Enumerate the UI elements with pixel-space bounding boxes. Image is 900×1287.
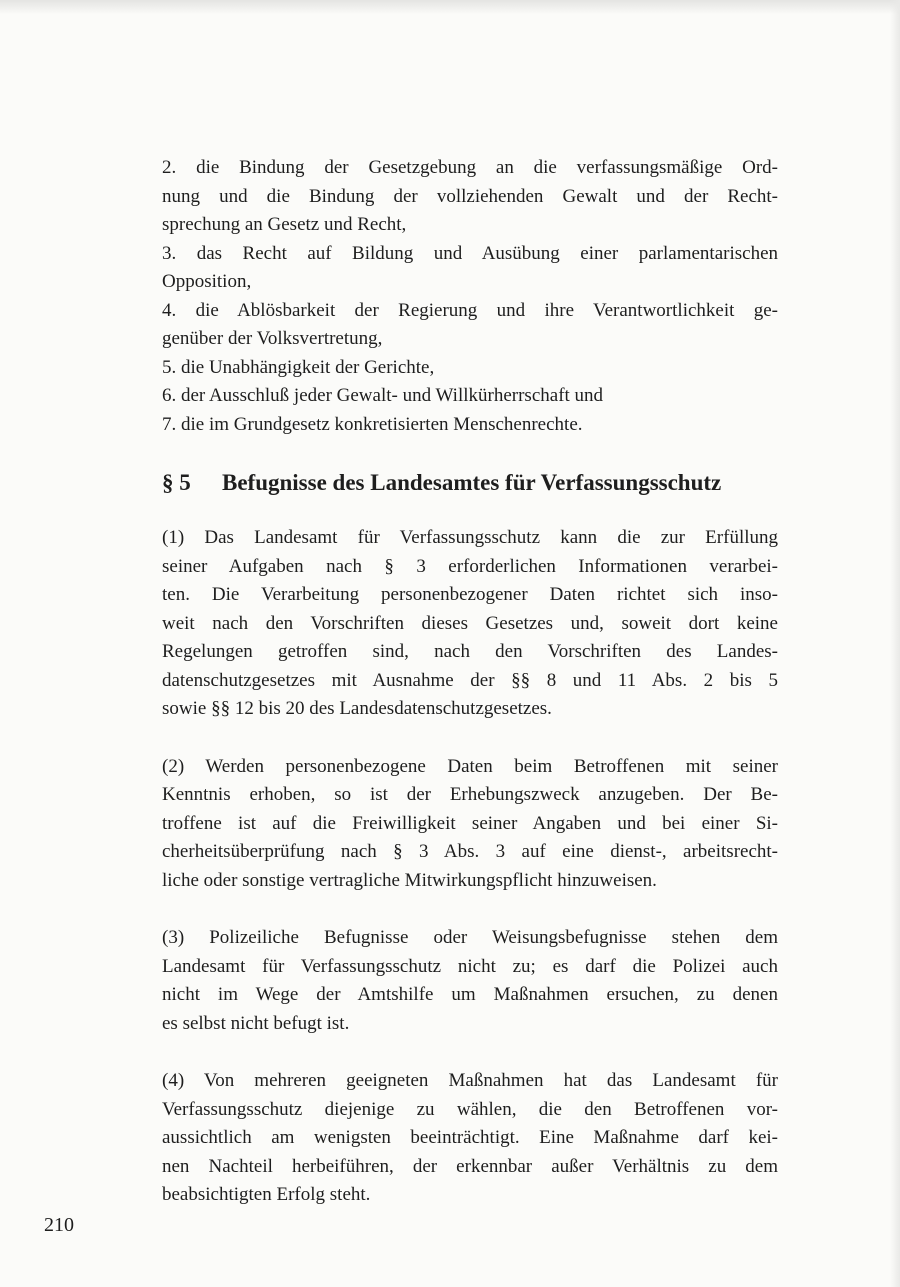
- text-line: sowie §§ 12 bis 20 des Landesdatenschutzgesetzes.: [162, 698, 552, 719]
- text-line: nung und die Bindung der vollziehenden Gewalt und der Recht-: [162, 185, 778, 207]
- text-line: Opposition,: [162, 271, 252, 292]
- scan-shadow-top: [0, 0, 900, 14]
- text-line: beabsichtigten Erfolg steht.: [162, 1184, 371, 1205]
- list-item: [162, 297, 778, 354]
- text-line: 5. die Unabhängigkeit der Gerichte,: [162, 356, 435, 378]
- text-line: (1) Das Landesamt für Verfassungsschutz kann die zur Erfüllung: [162, 527, 778, 548]
- list-item: [162, 240, 778, 297]
- list-item: [162, 354, 778, 383]
- text-line: liche oder sonstige vertragliche Mitwirkungspflicht hinzuweisen.: [162, 869, 657, 891]
- text-line: Landesamt für Verfassungsschutz nicht zu; es darf die Polizei auch: [162, 955, 778, 977]
- text-line: Verfassungsschutz diejenige zu wählen, die den Betroffenen vor-: [162, 1098, 778, 1120]
- text-line: 4. die Ablösbarkeit der Regierung und ihre Verantwortlichkeit ge-: [162, 299, 778, 321]
- text-line: nen Nachteil herbeiführen, der erkennbar außer Verhältnis zu dem: [162, 1155, 778, 1177]
- list-item: [162, 411, 778, 440]
- list-item: [162, 154, 778, 240]
- paragraph-3: [162, 924, 778, 1038]
- text-line: 2. die Bindung der Gesetzgebung an die verfassungsmäßige Ord-: [162, 157, 778, 178]
- text-line: datenschutzgesetzes mit Ausnahme der §§ 8 und 11 Abs. 2 bis 5: [162, 669, 778, 691]
- text-line: (2) Werden personenbezogene Daten beim Betroffenen mit seiner: [162, 755, 778, 777]
- text-line: genüber der Volksvertretung,: [162, 328, 383, 349]
- text-line: nicht im Wege der Amtshilfe um Maßnahmen ersuchen, zu denen: [162, 984, 778, 1005]
- paragraph-1: [162, 524, 778, 724]
- section-heading: [162, 468, 778, 498]
- text-line: weit nach den Vorschriften dieses Gesetzes und, soweit dort keine: [162, 612, 778, 634]
- text-line: sprechung an Gesetz und Recht,: [162, 214, 407, 235]
- text-line: ten. Die Verarbeitung personenbezogener Daten richtet sich inso-: [162, 584, 778, 605]
- text-line: Regelungen getroffen sind, nach den Vorschriften des Landes-: [162, 641, 778, 662]
- page-content: [162, 154, 778, 1239]
- text-line: es selbst nicht befugt ist.: [162, 1012, 350, 1034]
- text-line: cherheitsüberprüfung nach § 3 Abs. 3 auf eine dienst-, arbeitsrecht-: [162, 841, 778, 862]
- section-symbol: § 5: [162, 470, 191, 495]
- page-number: 210: [44, 1214, 74, 1236]
- scan-shadow-right: [890, 0, 900, 1287]
- text-line: troffene ist auf die Freiwilligkeit seiner Angaben und bei einer Si-: [162, 812, 778, 834]
- text-line: 6. der Ausschluß jeder Gewalt- und Willkürherrschaft und: [162, 385, 604, 406]
- text-line: aussichtlich am wenigsten beeinträchtigt. Eine Maßnahme darf kei-: [162, 1127, 778, 1148]
- text-line: (3) Polizeiliche Befugnisse oder Weisungsbefugnisse stehen dem: [162, 927, 778, 948]
- paragraph-2: [162, 753, 778, 896]
- text-line: (4) Von mehreren geeigneten Maßnahmen hat das Landesamt für: [162, 1070, 778, 1091]
- text-line: seiner Aufgaben nach § 3 erforderlichen Informationen verarbei-: [162, 555, 778, 577]
- numbered-list: [162, 154, 778, 439]
- paragraph-4: [162, 1067, 778, 1210]
- section-title: Befugnisse des Landesamtes für Verfassungsschutz: [222, 470, 722, 495]
- list-item: [162, 382, 778, 411]
- text-line: Kenntnis erhoben, so ist der Erhebungszweck anzugeben. Der Be-: [162, 784, 778, 805]
- text-line: 3. das Recht auf Bildung und Ausübung einer parlamentarischen: [162, 242, 778, 264]
- text-line: 7. die im Grundgesetz konkretisierten Menschenrechte.: [162, 413, 583, 435]
